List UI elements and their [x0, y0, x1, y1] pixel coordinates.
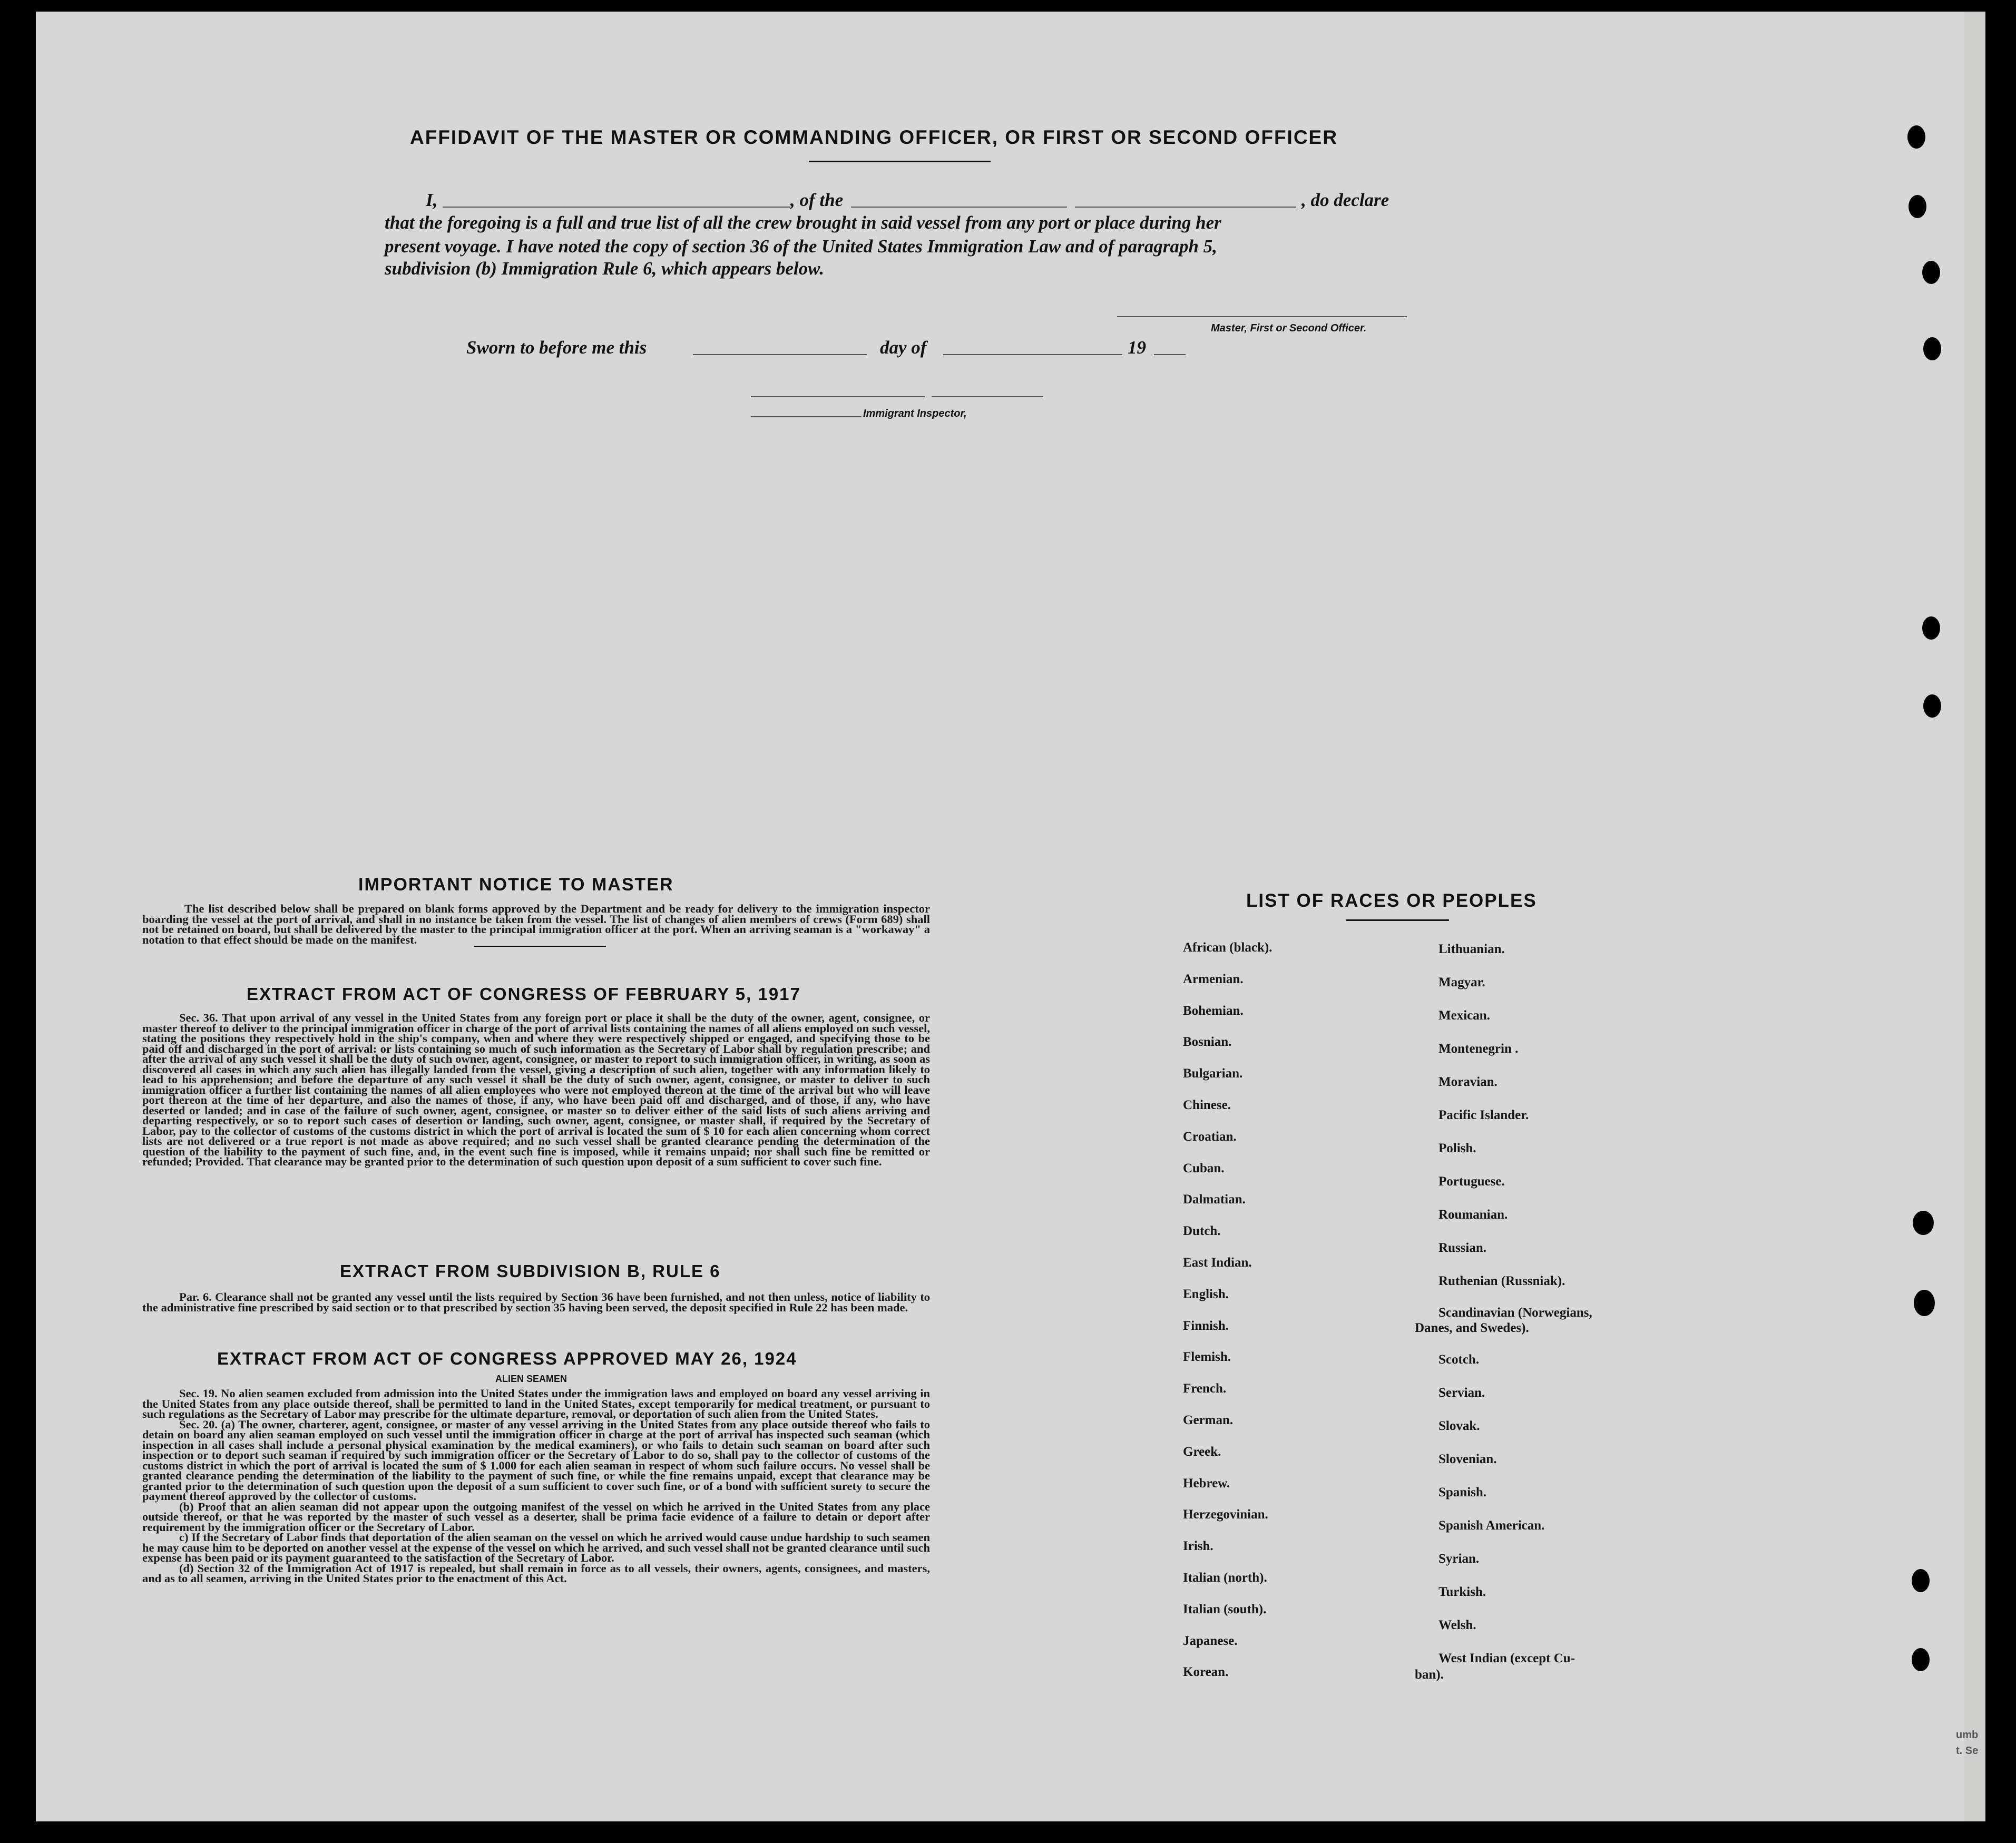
- affidavit-do-declare: , do declare: [1301, 190, 1389, 210]
- extract-1924-title: EXTRACT FROM ACT OF CONGRESS APPROVED MAY 26, 1924: [217, 1349, 797, 1368]
- race-item: German.: [1183, 1413, 1234, 1427]
- punch-hole: [1909, 195, 1926, 218]
- signature-label: Master, First or Second Officer.: [1211, 322, 1367, 334]
- notice-divider: [474, 946, 606, 947]
- race-item: Cuban.: [1183, 1161, 1225, 1175]
- title-underline: [809, 161, 991, 162]
- name-blank: [443, 207, 790, 208]
- extract-1917-body: Sec. 36. That upon arrival of any vessel in the United States from any foreign port or place it shall be the duty of the owner, agent, consignee, or master thereof to deliver to the principal immigration officer in charge of the port of arrival lists containing the names of all aliens employed on such vessel, stating the positions they respectively hold in the ship's company, when and where they were respectively shipped or engaged, and specifying those to be paid off and discharged in the port of arrival: or lists containing so much of such information as the Secretary of Labor shall by regulation prescribe; and after the arrival of any such vessel it shall be the duty of such owner, agent, consignee, or master to report to such immigration officer, in writing, as soon as discovered all cases in which any such alien has illegally landed from the vessel, giving a description of such alien, together with any information likely to lead to his apprehension; and before the departure of any such vessel it shall be the duty of such owner, agent, consignee, or master to deliver to such immigration officer a further list containing the names of all alien employees who were not employed thereon at the time of the arrival but who will leave port thereon at the time of her departure, and also the names of those, if any, who have been paid off and discharged, and of those, if any, who have deserted or landed; and in case of the failure of such owner, agent, consignee, or master so to deliver either of the said lists of such aliens arriving and departing respectively, or so to report such cases of desertion or landing, such owner, agent, consignee, or master shall, if required by the Secretary of Labor, pay to the collector of customs of the customs district in which the port of arrival is located the sum of $ 10 for each alien concerning whom correct lists are not delivered or a true report is not made as above required; and no such vessel shall be granted clearance pending the determination of the question of the liability to the payment of such fine, and, in the event such fine is imposed, while it remains unpaid; nor shall such fine be remitted or refunded; Provided. That clearance may be granted prior to the determination of such question upon deposit of a sum sufficient to cover such fine.: [142, 1011, 930, 1168]
- race-item: Ruthenian (Russniak).: [1438, 1274, 1565, 1288]
- inspector-blank-3: [751, 416, 862, 417]
- race-item: Italian (south).: [1183, 1602, 1267, 1616]
- race-item: Syrian.: [1438, 1552, 1480, 1566]
- race-item: Magyar.: [1438, 975, 1485, 989]
- race-item: Croatian.: [1183, 1129, 1237, 1144]
- race-item: Bohemian.: [1183, 1003, 1244, 1018]
- affidavit-line-2: that the foregoing is a full and true list of all the crew brought in said vessel from any port or place during her: [385, 212, 1221, 233]
- margin-fragment: umb: [1956, 1729, 1979, 1741]
- race-item: Hebrew.: [1183, 1476, 1230, 1491]
- race-item: Servian.: [1438, 1386, 1485, 1400]
- race-item: Russian.: [1438, 1241, 1487, 1255]
- affidavit-line-3: present voyage. I have noted the copy of section 36 of the United States Immigration Law and of paragraph 5,: [385, 236, 1217, 257]
- sworn-text: Sworn to before me this: [466, 337, 647, 358]
- year-blank: [1154, 354, 1186, 355]
- race-item: West Indian (except Cu-: [1438, 1651, 1575, 1665]
- punch-hole: [1923, 337, 1941, 360]
- sec-20c-paragraph: c) If the Secretary of Labor finds that deportation of the alien seaman on the vessel on which he arrived would cause undue hardship to such seamen he may cause him to be deported on another vessel at the expense of the vessel on which he arrived, and such vessel shall not be granted clearance until such expense has been paid or its payment guaranteed to the satisfaction of the Secretary of Labor.: [142, 1531, 930, 1564]
- race-item: Lithuanian.: [1438, 942, 1505, 956]
- sworn-day-blank: [693, 354, 867, 355]
- race-item: Pacific Islander.: [1438, 1108, 1529, 1122]
- punch-hole: [1922, 261, 1940, 284]
- race-item: Herzegovinian.: [1183, 1507, 1268, 1522]
- race-item: Bulgarian.: [1183, 1066, 1243, 1081]
- punch-hole: [1913, 1211, 1934, 1235]
- punch-hole: [1907, 125, 1925, 149]
- punch-hole: [1914, 1290, 1935, 1316]
- race-item: French.: [1183, 1381, 1227, 1396]
- sec-20d-paragraph: (d) Section 32 of the Immigration Act of 1917 is repealed, but shall remain in force as to all vessels, their owners, agents, consignees, and masters, and as to all seamen, arriving in the United States prior to the enactment of this Act.: [142, 1561, 930, 1585]
- vessel-blank: [851, 207, 1067, 208]
- affidavit-i: I,: [426, 190, 438, 210]
- race-item: East Indian.: [1183, 1256, 1252, 1270]
- race-item: Montenegrin .: [1438, 1042, 1519, 1056]
- punch-hole: [1922, 616, 1940, 640]
- affidavit-of-the: , of the: [790, 190, 844, 210]
- race-item: Chinese.: [1183, 1098, 1231, 1112]
- punch-hole: [1923, 694, 1941, 718]
- race-item: Japanese.: [1183, 1633, 1238, 1648]
- affidavit-line-4: subdivision (b) Immigration Rule 6, which appears below.: [385, 258, 824, 279]
- race-item: Turkish.: [1438, 1585, 1486, 1599]
- race-item: Italian (north).: [1183, 1571, 1267, 1585]
- race-item: Korean.: [1183, 1665, 1229, 1680]
- race-item: Welsh.: [1438, 1618, 1476, 1632]
- notice-title: IMPORTANT NOTICE TO MASTER: [358, 875, 674, 895]
- race-item: ban).: [1415, 1668, 1444, 1682]
- extract-1924-subtitle: ALIEN SEAMEN: [495, 1374, 567, 1384]
- page-edge-strip: [1964, 12, 1985, 1821]
- margin-fragment: t. Se: [1956, 1745, 1979, 1757]
- race-item: Flemish.: [1183, 1350, 1231, 1365]
- extract-rule6-title: EXTRACT FROM SUBDIVISION B, RULE 6: [340, 1261, 721, 1281]
- year-text: 19: [1128, 337, 1146, 358]
- race-item: Slovenian.: [1438, 1452, 1497, 1466]
- affidavit-title: AFFIDAVIT OF THE MASTER OR COMMANDING OFFICER, OR FIRST OR SECOND OFFICER: [410, 126, 1338, 148]
- vessel-blank-2: [1075, 207, 1296, 208]
- inspector-blank-2: [932, 396, 1043, 397]
- notice-body: The list described below shall be prepared on blank forms approved by the Department and be ready for delivery to the immigration inspector boarding the vessel at the port of arrival, and shall in no instance be taken from the vessel. The list of changes of alien members of crews (Form 689) shall not be retained on board, but shall be delivered by the master to the principal immigration officer at the port. When an arriving seaman is a "workaway" a notation to that effect should be made on the manifest.: [142, 902, 930, 946]
- month-blank: [943, 354, 1122, 355]
- extract-1917-title: EXTRACT FROM ACT OF CONGRESS OF FEBRUARY 5, 1917: [247, 984, 801, 1004]
- race-item: Roumanian.: [1438, 1208, 1508, 1222]
- day-of-text: day of: [880, 337, 927, 358]
- sec-20a-paragraph: Sec. 20. (a) The owner, charterer, agent, consignee, or master of any vessel arriving in the United States from any place outside thereof who fails to detain on board any alien seaman employed on such vessel until the immigration officer in charge at the port of arrival has inspected such seaman (which inspection in all cases shall include a personal physical examination by the medical examiners), or who fails to detain such seaman on board after such inspection or to deport such seaman if required by such immigration officer or the Secretary of Labor to do so, shall pay to the collector of customs of the customs district in which the port of arrival is located the sum of $ 1.000 for each alien seaman in respect of whom such failure occurs. No vessel shall be granted clearance pending the determination of the liability to the payment of such fine, or while the fine remains unpaid, except that clearance may be granted prior to the determination of such question upon the deposit of a sum sufficient to cover such fine, or of a bond with sufficient surety to secure the payment thereof approved by the collector of customs.: [142, 1417, 930, 1503]
- race-item: Moravian.: [1438, 1075, 1498, 1089]
- races-underline: [1346, 919, 1449, 921]
- race-item: Polish.: [1438, 1141, 1476, 1155]
- inspector-blank-1: [751, 396, 925, 397]
- race-item: Scandinavian (Norwegians,: [1438, 1306, 1592, 1320]
- race-item: Irish.: [1183, 1539, 1213, 1554]
- race-item: Spanish.: [1438, 1485, 1487, 1499]
- race-item: English.: [1183, 1287, 1229, 1301]
- signature-blank: [1117, 316, 1407, 317]
- race-item: Slovak.: [1438, 1419, 1480, 1433]
- race-item: Mexican.: [1438, 1008, 1490, 1023]
- race-item: Danes, and Swedes).: [1415, 1321, 1529, 1335]
- race-item: Greek.: [1183, 1444, 1221, 1459]
- sec-20b-paragraph: (b) Proof that an alien seaman did not appear upon the outgoing manifest of the vessel on which he arrived in the United States from any place outside thereof, or that he was reported by the master of such vessel as a deserter, shall be prima facie evidence of a failure to detain or deport after requirement by the immigration officer or the Secretary of Labor.: [142, 1499, 930, 1534]
- inspector-label: Immigrant Inspector,: [863, 408, 967, 419]
- punch-hole: [1912, 1648, 1930, 1671]
- race-item: Armenian.: [1183, 972, 1244, 986]
- race-item: Finnish.: [1183, 1318, 1229, 1333]
- extract-1924-body: [142, 1388, 930, 1584]
- extract-rule6-body: Par. 6. Clearance shall not be granted any vessel until the lists required by Section 36 have been furnished, and not then unless, notice of liability to the administrative fine prescribed by said section or to that prescribed by section 35 having been served, the deposit specified in Rule 22 has been made.: [142, 1290, 930, 1314]
- race-item: Scotch.: [1438, 1352, 1480, 1367]
- race-item: Dalmatian.: [1183, 1192, 1246, 1207]
- races-title: LIST OF RACES OR PEOPLES: [1246, 890, 1537, 911]
- race-item: Dutch.: [1183, 1224, 1221, 1239]
- race-item: African (black).: [1183, 940, 1273, 955]
- sec-19-paragraph: Sec. 19. No alien seamen excluded from admission into the United States under the immigration laws and employed on board any vessel arriving in the United States from any place outside thereof, shall be permitted to land in the United States, except temporarily for medical treatment, or pursuant to such regulations as the Secretary of Labor may prescribe for the ultimate departure, removal, or deportation of such alien from the United States.: [142, 1387, 930, 1420]
- race-item: Portuguese.: [1438, 1174, 1505, 1189]
- race-item: Bosnian.: [1183, 1035, 1232, 1050]
- punch-hole: [1912, 1569, 1930, 1592]
- race-item: Spanish American.: [1438, 1518, 1545, 1533]
